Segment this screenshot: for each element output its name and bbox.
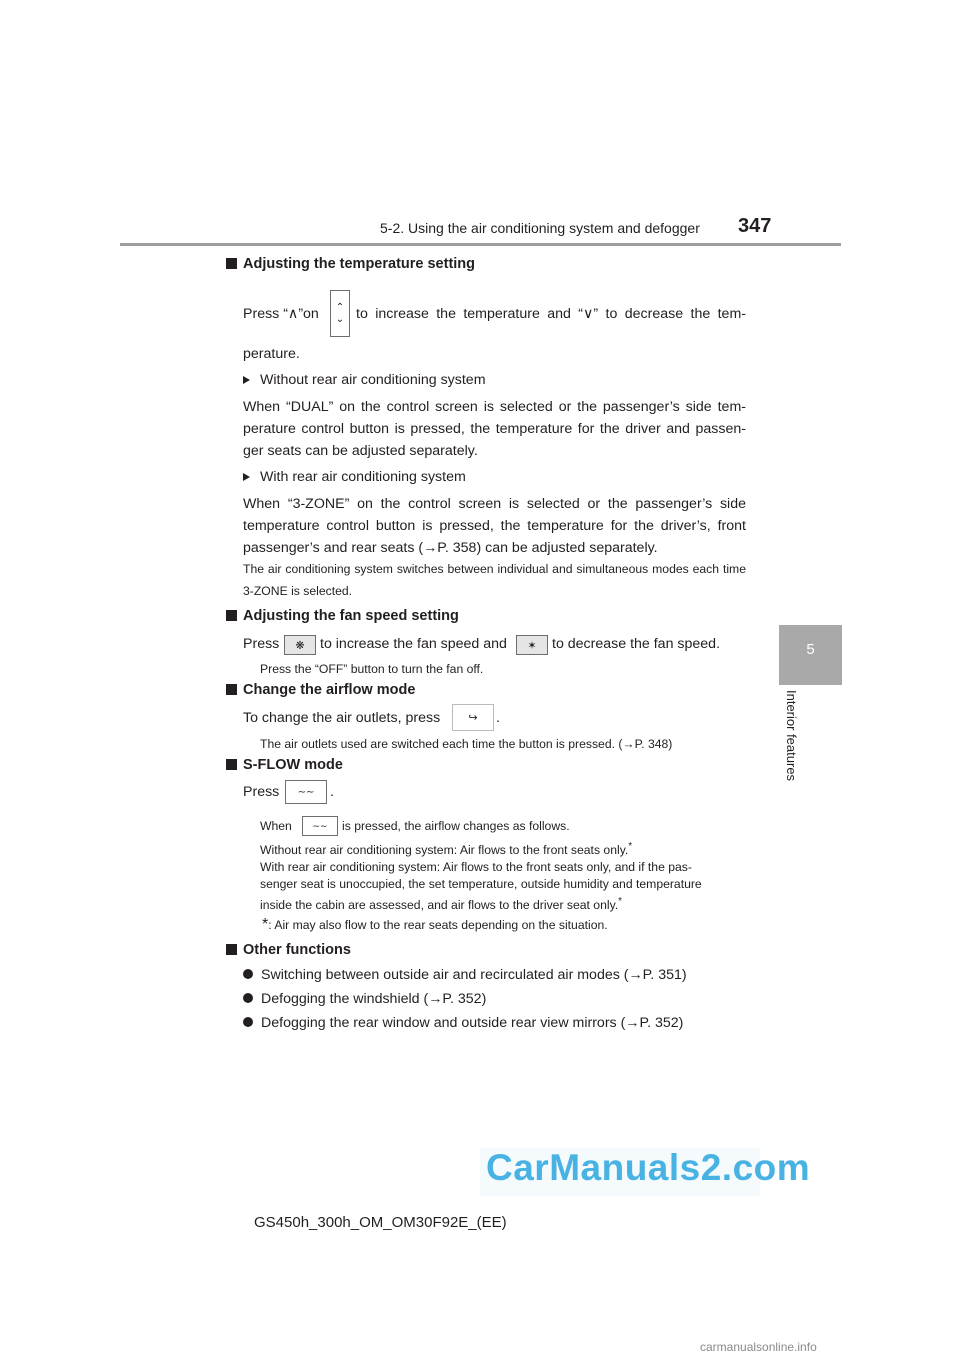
temp-note: The air conditioning system switches between individual and simultaneous modes each time 3-ZONE is selected. [243, 562, 746, 598]
down-arrow-icon: ⌄ [335, 313, 345, 325]
heading-sflow-text: S-FLOW mode [243, 757, 343, 773]
model-code: GS450h_300h_OM_OM30F92E_(EE) [254, 1214, 507, 1231]
square-bullet-icon [226, 610, 237, 621]
airflow-note: The air outlets used are switched each time the button is pressed. (→P. 348) [260, 737, 673, 751]
triangle-bullet-icon [243, 376, 250, 384]
bullet-with-text: With rear air conditioning system [260, 469, 466, 485]
bullet-without-text: Without rear air conditioning system [260, 372, 486, 388]
header-rule [120, 243, 841, 246]
sflow-press-b: . [330, 784, 334, 800]
airflow-text-b: . [496, 710, 500, 726]
sflow-line-without-text: Without rear air conditioning system: Air flows to the front seats only. [260, 843, 629, 858]
heading-other [226, 942, 351, 958]
fan-press-a: Press [243, 636, 280, 652]
bullet-without [243, 369, 746, 391]
fan-low-icon: ✶ [516, 635, 548, 655]
heading-temperature [226, 256, 475, 272]
fan-press-b: to increase the fan speed and [320, 636, 507, 652]
heading-fan-text: Adjusting the fan speed setting [243, 608, 459, 624]
bullet-with [243, 466, 746, 488]
other-item [243, 964, 763, 986]
section-title: 5-2. Using the air conditioning system and defogger [380, 220, 700, 236]
heading-fan [226, 608, 459, 624]
other-item [243, 1012, 763, 1034]
chapter-number: 5 [806, 641, 815, 658]
heading-sflow [226, 757, 343, 773]
s-flow-icon: ∼∼ [302, 816, 338, 836]
other-item [243, 988, 763, 1010]
page-number: 347 [738, 215, 772, 237]
square-bullet-icon [226, 684, 237, 695]
sflow-footnote [262, 914, 742, 936]
footnote-asterisk: * [262, 916, 269, 933]
sflow-when-b: is pressed, the airflow changes as follows. [342, 819, 570, 833]
heading-airflow-text: Change the airflow mode [243, 682, 416, 698]
temp-press-2: to increase the temperature and “∨” to decrease the tem- [356, 306, 746, 322]
fan-press-c: to decrease the fan speed. [552, 636, 721, 652]
other-item-text: Switching between outside air and recirculated air modes (→P. 351) [261, 967, 687, 983]
sflow-details [260, 838, 750, 914]
airflow-text-a: To change the air outlets, press [243, 710, 441, 726]
up-down-arrows-icon [330, 290, 350, 337]
triangle-bullet-icon [243, 473, 250, 481]
temp-press-3: perature. [243, 346, 300, 362]
sflow-line-with-1: With rear air conditioning system: Air flows to the front seats only, and if the pas- [260, 860, 692, 875]
sflow-line-without [260, 838, 750, 859]
sflow-footnote-text: : Air may also flow to the rear seats depending on the situation. [268, 918, 608, 932]
square-bullet-icon [226, 258, 237, 269]
heading-temperature-text: Adjusting the temperature setting [243, 256, 476, 272]
fan-note: Press the “OFF” button to turn the fan off. [260, 662, 484, 676]
s-flow-icon: ∼∼ [285, 780, 327, 804]
other-item-text: Defogging the windshield (→P. 352) [261, 991, 487, 1007]
asterisk-mark: * [618, 896, 623, 908]
sflow-when-a: When [260, 819, 292, 833]
temp-press-1: Press “∧”on [243, 306, 319, 322]
airflow-mode-icon: ↪ [452, 704, 494, 731]
sflow-line-with-2: senger seat is unoccupied, the set temperature, outside humidity and temperature [260, 877, 702, 892]
round-bullet-icon [243, 969, 253, 979]
chapter-label-text: Interior features [784, 690, 799, 782]
square-bullet-icon [226, 944, 237, 955]
up-arrow-icon: ⌃ [335, 301, 345, 313]
other-item-text: Defogging the rear window and outside rear view mirrors (→P. 352) [261, 1015, 684, 1031]
sflow-line-with-3 [260, 893, 750, 914]
watermark-secondary: carmanualsonline.info [700, 1340, 817, 1354]
heading-airflow [226, 682, 415, 698]
chapter-label [783, 690, 801, 800]
round-bullet-icon [243, 993, 253, 1003]
without-paragraph: When “DUAL” on the control screen is selected or the passenger’s side tem-perature control button is pressed, the temperature for the driver and passen-ger seats can be adjusted separately. [243, 399, 746, 459]
round-bullet-icon [243, 1017, 253, 1027]
with-paragraph: When “3-ZONE” on the control screen is selected or the passenger’s side temperature control button is pressed, the temperature for the driver’s, front passenger’s and rear seats (→P. 358) can be adjusted separately. [243, 496, 746, 556]
asterisk-mark: * [628, 841, 633, 852]
heading-other-text: Other functions [243, 942, 351, 958]
sflow-press-a: Press [243, 784, 280, 800]
square-bullet-icon [226, 759, 237, 770]
sflow-line-with-3-text: inside the cabin are assessed, and air flows to the driver seat only. [260, 898, 619, 913]
watermark-primary: CarManuals2.com [486, 1147, 811, 1188]
fan-high-icon: ❋ [284, 635, 316, 655]
